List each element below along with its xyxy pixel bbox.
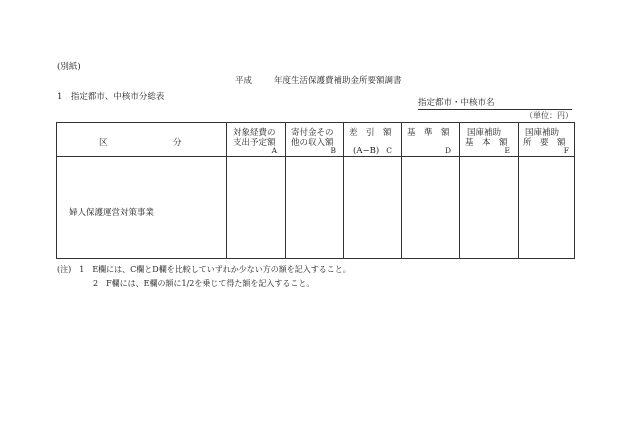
title-text: 年度生活保護費補助金所要額調書 <box>274 76 402 86</box>
header-c-line1: 差 引 額 <box>349 128 392 138</box>
city-name-label: 指定都市・中核市名 <box>418 98 495 108</box>
document-title <box>235 74 402 86</box>
row-category: 婦人保護運営対策事業 <box>69 208 155 218</box>
header-d-line1: 基 準 額 <box>407 128 450 138</box>
header-f-line2: 所 要 額 <box>523 138 566 148</box>
header-category-left: 区 <box>99 138 108 148</box>
column-divider <box>226 123 227 258</box>
unit-label: （単位：円） <box>525 111 573 120</box>
column-divider <box>459 123 460 258</box>
header-e-letter: E <box>504 146 510 155</box>
header-b-line2: 他の収入額 <box>291 138 334 148</box>
header-a-line2: 支出予定額 <box>233 138 276 148</box>
header-e-line2: 基 本 額 <box>465 138 508 148</box>
column-divider <box>401 123 402 258</box>
header-b-line1: 寄付金その <box>291 128 334 138</box>
column-divider <box>343 123 344 258</box>
budget-table <box>56 122 575 259</box>
note-2: 2 F欄には、E欄の額に1/2を乗じて得た額を記入すること。 <box>93 279 315 288</box>
note-1: (注) 1 E欄には、C欄とD欄を比較していずれか少ない方の額を記入すること。 <box>57 265 351 274</box>
column-divider <box>518 123 519 258</box>
header-a-letter: A <box>271 146 277 155</box>
column-divider <box>285 123 286 258</box>
header-f-letter: F <box>563 146 569 155</box>
title-era: 平成 <box>235 76 253 86</box>
section-heading: 1 指定都市、中核市分総表 <box>57 92 165 102</box>
header-divider <box>57 156 574 157</box>
header-c-formula: (A−B) <box>353 146 380 156</box>
header-e-line1: 国庫補助 <box>467 128 502 138</box>
header-category-right: 分 <box>173 138 182 148</box>
attachment-label: (別紙) <box>57 62 81 72</box>
header-a-line1: 対象経費の <box>233 128 276 138</box>
header-b-letter: B <box>330 146 336 155</box>
header-d-letter: D <box>444 146 451 155</box>
header-c-letter: C <box>386 146 392 155</box>
city-name-field <box>418 96 572 110</box>
header-f-line1: 国庫補助 <box>525 128 560 138</box>
